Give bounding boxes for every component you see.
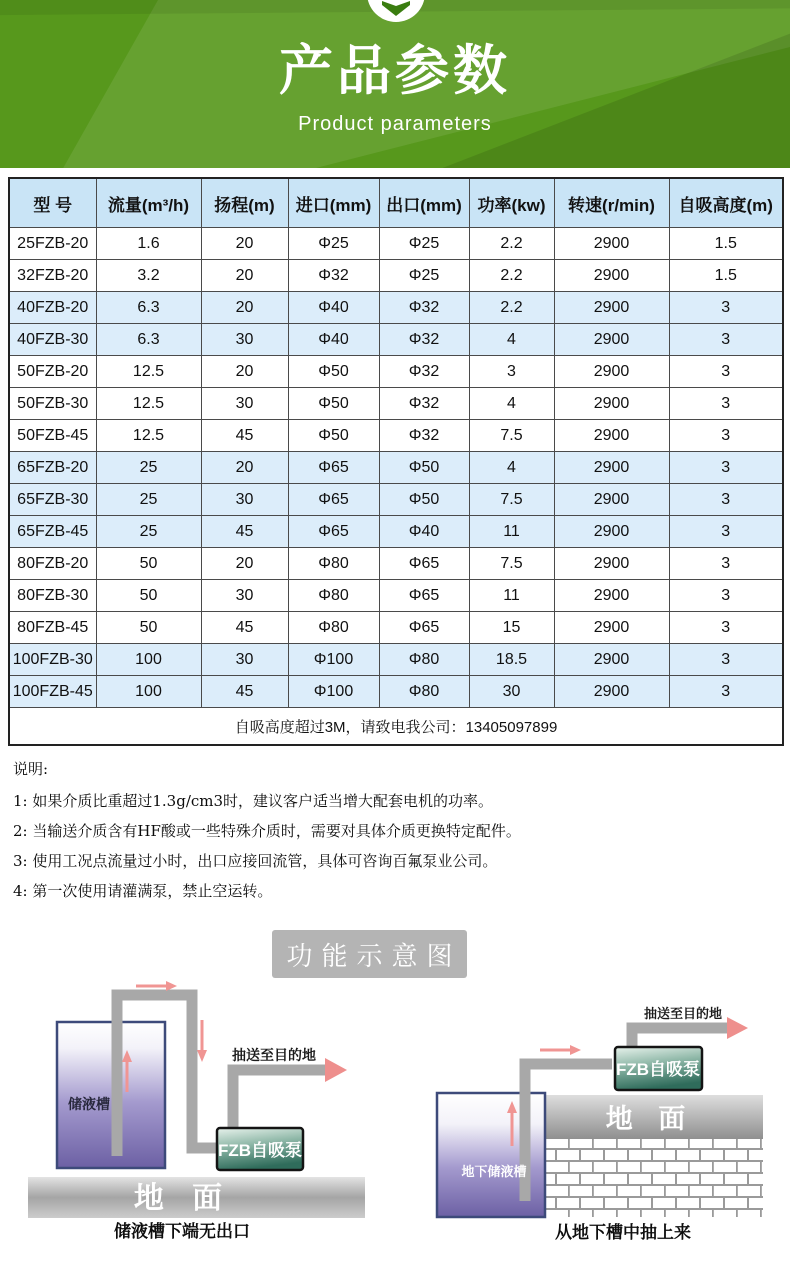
table-cell: 2.2 <box>469 228 554 260</box>
tank <box>57 1022 165 1168</box>
table-cell: Φ50 <box>288 388 379 420</box>
table-header-row <box>9 178 783 228</box>
table-cell: Φ50 <box>288 420 379 452</box>
table-cell: 2900 <box>554 644 669 676</box>
table-cell: Φ40 <box>288 324 379 356</box>
page-subtitle: Product parameters <box>298 113 492 135</box>
table-cell: 65FZB-20 <box>9 452 96 484</box>
table-cell: 3 <box>669 548 783 580</box>
table-row <box>9 612 783 644</box>
table-cell: 6.3 <box>96 292 201 324</box>
table-cell: 50FZB-20 <box>9 356 96 388</box>
table-cell: 3 <box>669 612 783 644</box>
spec-table-body <box>9 228 783 708</box>
table-cell: 11 <box>469 516 554 548</box>
notes-section <box>13 757 773 906</box>
tank-label: 地下储液槽 <box>461 1164 527 1179</box>
table-cell: 30 <box>201 484 288 516</box>
table-cell: 80FZB-20 <box>9 548 96 580</box>
table-cell: 32FZB-20 <box>9 260 96 292</box>
table-cell: 7.5 <box>469 484 554 516</box>
table-cell: 2.2 <box>469 292 554 324</box>
table-cell: Φ65 <box>379 612 469 644</box>
table-row <box>9 292 783 324</box>
table-cell: 6.3 <box>96 324 201 356</box>
column-header: 出口(mm) <box>379 178 469 228</box>
notes-list <box>13 786 773 906</box>
table-cell: 100FZB-30 <box>9 644 96 676</box>
table-cell: 2900 <box>554 292 669 324</box>
table-cell: 30 <box>469 676 554 708</box>
table-cell: Φ32 <box>379 420 469 452</box>
table-cell: Φ50 <box>379 484 469 516</box>
table-cell: 25FZB-20 <box>9 228 96 260</box>
chevron-down-icon <box>381 1 411 17</box>
table-cell: 7.5 <box>469 548 554 580</box>
table-cell: Φ65 <box>288 452 379 484</box>
flow-destination-label: 抽送至目的地 <box>232 1048 316 1064</box>
tank-label: 储液槽 <box>68 1096 110 1112</box>
column-header: 转速(r/min) <box>554 178 669 228</box>
table-cell: Φ32 <box>288 260 379 292</box>
diagram-caption: 从地下槽中抽上来 <box>555 1223 691 1242</box>
table-row <box>9 452 783 484</box>
table-cell: Φ25 <box>288 228 379 260</box>
table-cell: Φ80 <box>288 548 379 580</box>
table-row <box>9 388 783 420</box>
table-cell: Φ32 <box>379 324 469 356</box>
outlet-pipe <box>233 1070 326 1132</box>
table-cell: 2900 <box>554 324 669 356</box>
table-cell: 11 <box>469 580 554 612</box>
diagram-caption: 储液槽下端无出口 <box>114 1222 250 1241</box>
table-cell: 30 <box>201 324 288 356</box>
table-row <box>9 676 783 708</box>
table-cell: 3 <box>669 644 783 676</box>
table-cell: 40FZB-20 <box>9 292 96 324</box>
column-header: 流量(m³/h) <box>96 178 201 228</box>
table-cell: 7.5 <box>469 420 554 452</box>
function-diagram-badge: 功能示意图 <box>272 930 467 978</box>
table-cell: 20 <box>201 292 288 324</box>
table-cell: 25 <box>96 452 201 484</box>
table-cell: 3 <box>669 420 783 452</box>
table-cell: 100 <box>96 676 201 708</box>
table-row <box>9 356 783 388</box>
table-cell: 20 <box>201 548 288 580</box>
table-cell: 1.5 <box>669 260 783 292</box>
ground-label: 地 面 <box>133 1182 233 1215</box>
table-cell: Φ40 <box>379 516 469 548</box>
table-cell: Φ100 <box>288 676 379 708</box>
table-row <box>9 548 783 580</box>
pump-label: FZB自吸泵 <box>615 1060 701 1079</box>
table-cell: Φ32 <box>379 292 469 324</box>
ground-label: 地 面 <box>605 1104 695 1134</box>
table-cell: 2900 <box>554 612 669 644</box>
pump-label: FZB自吸泵 <box>217 1141 303 1160</box>
diagram-left <box>20 980 380 1248</box>
table-cell: 45 <box>201 612 288 644</box>
table-cell: 15 <box>469 612 554 644</box>
column-header: 自吸高度(m) <box>669 178 783 228</box>
table-cell: Φ50 <box>379 452 469 484</box>
table-cell: 3 <box>669 580 783 612</box>
table-cell: 45 <box>201 420 288 452</box>
table-cell: 100 <box>96 644 201 676</box>
table-cell: 2900 <box>554 580 669 612</box>
table-cell: Φ32 <box>379 356 469 388</box>
table-cell: 3 <box>469 356 554 388</box>
flow-arrowhead-icon <box>325 1058 347 1082</box>
table-row <box>9 484 783 516</box>
column-header: 型 号 <box>9 178 96 228</box>
table-cell: 12.5 <box>96 388 201 420</box>
table-row <box>9 228 783 260</box>
table-cell: Φ32 <box>379 388 469 420</box>
table-cell: Φ65 <box>379 580 469 612</box>
note-item: 2: 当输送介质含有HF酸或一些特殊介质时，需要对具体介质更换特定配件。 <box>13 822 521 840</box>
table-cell: 1.5 <box>669 228 783 260</box>
column-header: 扬程(m) <box>201 178 288 228</box>
table-cell: 3 <box>669 292 783 324</box>
table-footer-row <box>9 708 783 746</box>
table-cell: 18.5 <box>469 644 554 676</box>
table-cell: 2900 <box>554 516 669 548</box>
table-cell: Φ80 <box>288 612 379 644</box>
column-header: 进口(mm) <box>288 178 379 228</box>
note-item: 3: 使用工况点流量过小时，出口应接回流管，具体可咨询百氟泵业公司。 <box>13 852 498 870</box>
table-cell: 20 <box>201 260 288 292</box>
table-row <box>9 260 783 292</box>
table-cell: 25 <box>96 484 201 516</box>
table-cell: Φ40 <box>288 292 379 324</box>
table-cell: 30 <box>201 388 288 420</box>
table-row <box>9 644 783 676</box>
table-cell: 20 <box>201 228 288 260</box>
table-cell: 3 <box>669 452 783 484</box>
table-cell: 1.6 <box>96 228 201 260</box>
table-cell: 3 <box>669 516 783 548</box>
table-cell: 3 <box>669 676 783 708</box>
brick-wall <box>545 1139 763 1217</box>
table-cell: Φ50 <box>288 356 379 388</box>
table-cell: 4 <box>469 452 554 484</box>
table-cell: 65FZB-45 <box>9 516 96 548</box>
table-row <box>9 420 783 452</box>
table-cell: Φ80 <box>288 580 379 612</box>
table-cell: 3 <box>669 388 783 420</box>
table-cell: 4 <box>469 388 554 420</box>
column-header: 功率(kw) <box>469 178 554 228</box>
flow-destination-label: 抽送至目的地 <box>643 1007 723 1022</box>
table-cell: Φ25 <box>379 260 469 292</box>
table-cell: 50FZB-45 <box>9 420 96 452</box>
table-row <box>9 580 783 612</box>
table-cell: 45 <box>201 676 288 708</box>
table-cell: 2900 <box>554 420 669 452</box>
diagram-right <box>400 980 790 1248</box>
table-row <box>9 324 783 356</box>
table-cell: 4 <box>469 324 554 356</box>
table-cell: 80FZB-30 <box>9 580 96 612</box>
table-cell: 3 <box>669 484 783 516</box>
table-row <box>9 516 783 548</box>
table-cell: 100FZB-45 <box>9 676 96 708</box>
table-cell: 50FZB-30 <box>9 388 96 420</box>
table-cell: 2900 <box>554 676 669 708</box>
table-cell: 45 <box>201 516 288 548</box>
table-cell: 30 <box>201 580 288 612</box>
table-cell: Φ80 <box>379 676 469 708</box>
table-cell: Φ25 <box>379 228 469 260</box>
banner <box>0 0 790 168</box>
note-item: 4: 第一次使用请灌满泵，禁止空运转。 <box>13 882 273 900</box>
note-item: 1: 如果介质比重超过1.3g/cm3时，建议客户适当增大配套电机的功率。 <box>13 792 494 810</box>
table-cell: 20 <box>201 356 288 388</box>
table-cell: 50 <box>96 580 201 612</box>
table-cell: 50 <box>96 548 201 580</box>
table-cell: 65FZB-30 <box>9 484 96 516</box>
table-cell: 2900 <box>554 356 669 388</box>
table-cell: 2900 <box>554 548 669 580</box>
table-cell: 25 <box>96 516 201 548</box>
page-title: 产品参数 <box>279 41 511 101</box>
flow-arrowhead-icon <box>727 1017 748 1039</box>
notes-heading: 说明: <box>13 760 49 778</box>
table-cell: 3.2 <box>96 260 201 292</box>
table-cell: 2900 <box>554 388 669 420</box>
table-cell: 3 <box>669 356 783 388</box>
table-cell: Φ65 <box>379 548 469 580</box>
table-footer-note: 自吸高度超过3M，请致电我公司：13405097899 <box>9 708 783 746</box>
table-cell: 50 <box>96 612 201 644</box>
table-cell: Φ80 <box>379 644 469 676</box>
table-cell: 2900 <box>554 260 669 292</box>
table-cell: 12.5 <box>96 420 201 452</box>
table-cell: 40FZB-30 <box>9 324 96 356</box>
table-cell: 80FZB-45 <box>9 612 96 644</box>
table-cell: 2900 <box>554 452 669 484</box>
table-cell: Φ100 <box>288 644 379 676</box>
table-cell: 30 <box>201 644 288 676</box>
table-cell: 2.2 <box>469 260 554 292</box>
table-cell: 2900 <box>554 484 669 516</box>
table-cell: 3 <box>669 324 783 356</box>
spec-table <box>8 177 784 746</box>
table-cell: Φ65 <box>288 516 379 548</box>
table-cell: 2900 <box>554 228 669 260</box>
table-cell: 20 <box>201 452 288 484</box>
table-cell: 12.5 <box>96 356 201 388</box>
table-cell: Φ65 <box>288 484 379 516</box>
